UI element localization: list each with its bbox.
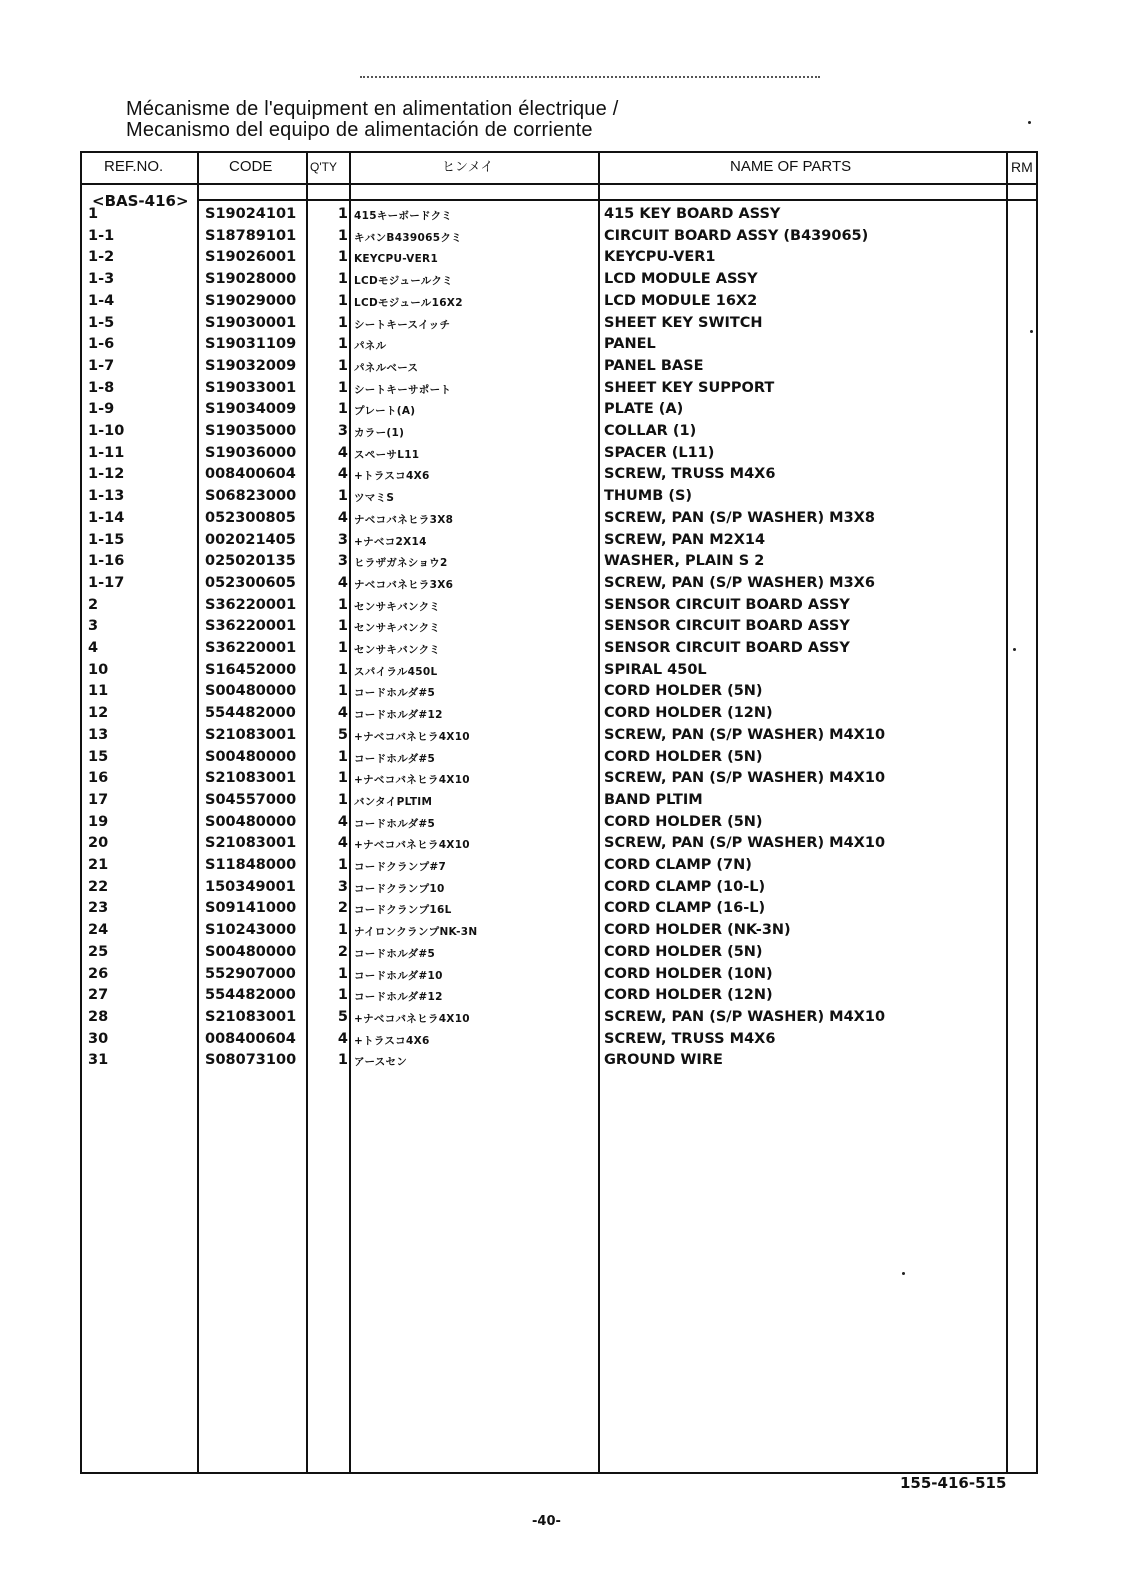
part-name-cell: PANEL [604, 336, 656, 353]
table-row [0, 790, 1146, 812]
cut-off-heading-fragment [360, 76, 820, 84]
ref-cell: 1-10 [88, 423, 125, 439]
table-row [0, 855, 1146, 877]
part-name-cell: CORD HOLDER (5N) [604, 943, 763, 960]
ref-cell: 1-16 [88, 553, 125, 570]
qty-cell: 2 [337, 900, 348, 917]
code-cell: S19033001 [205, 379, 297, 396]
qty-cell: 4 [337, 813, 348, 830]
table-row [0, 942, 1146, 964]
hinmei-cell: コードクランプ10 [354, 882, 445, 895]
hinmei-cell: LCDモジュール16X2 [354, 296, 463, 309]
qty-cell: 1 [337, 1052, 348, 1069]
qty-cell: 1 [337, 618, 348, 635]
code-cell: S06823000 [205, 488, 297, 505]
page-number: -40- [532, 1514, 561, 1529]
ref-cell: 4 [88, 640, 99, 656]
table-row [0, 334, 1146, 356]
ref-cell: 3 [88, 618, 99, 635]
table-row [0, 877, 1146, 899]
hinmei-cell: コードホルダ#5 [354, 947, 436, 960]
table-row [0, 747, 1146, 769]
ref-cell: 1-12 [88, 466, 125, 483]
code-cell: S10243000 [205, 922, 297, 939]
code-cell: S21083001 [205, 835, 297, 852]
table-row [0, 226, 1146, 248]
qty-cell: 3 [337, 423, 348, 439]
table-row [0, 399, 1146, 421]
part-name-cell: SCREW, TRUSS M4X6 [604, 1030, 776, 1047]
table-row [0, 898, 1146, 920]
hinmei-cell: コードクランプ16L [354, 904, 452, 917]
qty-cell: 5 [337, 1008, 348, 1025]
ref-cell: 24 [88, 922, 109, 939]
part-name-cell: SHEET KEY SWITCH [604, 314, 763, 331]
qty-cell: 4 [337, 705, 348, 722]
ref-cell: 22 [88, 878, 109, 895]
hinmei-cell: ツマミS [354, 492, 395, 505]
code-cell: S21083001 [205, 1008, 297, 1025]
qty-cell: 1 [337, 987, 348, 1004]
hinmei-cell: キバンB439065クミ [354, 231, 462, 244]
ref-cell: 19 [88, 813, 109, 830]
qty-cell: 1 [337, 292, 348, 309]
table-row [0, 573, 1146, 595]
qty-cell: 5 [337, 726, 348, 743]
code-cell: S21083001 [205, 726, 297, 743]
code-cell: 008400604 [205, 466, 296, 483]
ref-cell: 1-8 [88, 379, 115, 396]
table-row [0, 1007, 1146, 1029]
hinmei-cell: コードホルダ#5 [354, 817, 436, 830]
ref-cell: 1-6 [88, 336, 115, 353]
group-label: <BAS-416> [92, 192, 189, 210]
table-row [0, 356, 1146, 378]
part-name-cell: KEYCPU-VER1 [604, 249, 716, 266]
column-header-hinmei: ヒンメイ [442, 159, 494, 174]
table-row [0, 508, 1146, 530]
ref-cell: 1-11 [88, 444, 125, 461]
ref-cell: 1-9 [88, 401, 115, 418]
part-name-cell: SCREW, PAN (S/P WASHER) M3X8 [604, 509, 875, 526]
document-code: 155-416-515 [900, 1474, 1007, 1492]
code-cell: 554482000 [205, 705, 296, 722]
table-row [0, 1050, 1146, 1072]
table-row [0, 530, 1146, 552]
hinmei-cell: センサキバンクミ [354, 622, 441, 635]
ref-cell: 1-14 [88, 509, 125, 526]
code-cell: S21083001 [205, 770, 297, 787]
table-row [0, 1029, 1146, 1051]
qty-cell: 1 [337, 206, 348, 222]
table-row [0, 812, 1146, 834]
hinmei-cell: バンタイPLTIM [354, 795, 433, 808]
column-header-rm: RM [1011, 159, 1033, 175]
qty-cell: 1 [337, 379, 348, 396]
table-row [0, 464, 1146, 486]
code-cell: 002021405 [205, 531, 296, 548]
qty-cell: 1 [337, 965, 348, 982]
qty-cell: 1 [337, 249, 348, 266]
code-cell: 554482000 [205, 987, 296, 1004]
qty-cell: 1 [337, 488, 348, 505]
part-name-cell: PLATE (A) [604, 401, 684, 418]
table-row [0, 833, 1146, 855]
qty-cell: 1 [337, 401, 348, 418]
qty-cell: 3 [337, 553, 348, 570]
group-rule [197, 199, 1038, 201]
part-name-cell: BAND PLTIM [604, 791, 703, 808]
table-row [0, 313, 1146, 335]
part-name-cell: SPACER (L11) [604, 444, 715, 461]
qty-cell: 4 [337, 466, 348, 483]
part-name-cell: SCREW, PAN (S/P WASHER) M4X10 [604, 770, 886, 787]
qty-cell: 3 [337, 878, 348, 895]
part-name-cell: CORD HOLDER (12N) [604, 987, 773, 1004]
code-cell: 008400604 [205, 1030, 296, 1047]
code-cell: S19036000 [205, 444, 297, 461]
qty-cell: 1 [337, 661, 348, 678]
part-name-cell: SENSOR CIRCUIT BOARD ASSY [604, 618, 850, 635]
qty-cell: 1 [337, 683, 348, 700]
ref-cell: 1-5 [88, 314, 115, 331]
ref-cell: 11 [88, 683, 109, 700]
hinmei-cell: +ナベコ2X14 [354, 535, 427, 548]
hinmei-cell: +ナベコバネヒラ4X10 [354, 730, 470, 743]
hinmei-cell: カラー(1) [354, 427, 405, 439]
ref-cell: 1-13 [88, 488, 125, 505]
code-cell: S19035000 [205, 423, 297, 439]
code-cell: S19030001 [205, 314, 297, 331]
code-cell: 025020135 [205, 553, 296, 570]
code-cell: S16452000 [205, 661, 297, 678]
hinmei-cell: コードホルダ#12 [354, 991, 443, 1004]
part-name-cell: CORD CLAMP (7N) [604, 857, 752, 873]
qty-cell: 3 [337, 531, 348, 548]
qty-cell: 1 [337, 748, 348, 765]
table-row [0, 681, 1146, 703]
table-row [0, 703, 1146, 725]
table-row [0, 378, 1146, 400]
hinmei-cell: コードホルダ#5 [354, 687, 436, 700]
qty-cell: 4 [337, 574, 348, 591]
ref-cell: 30 [88, 1030, 109, 1047]
hinmei-cell: プレート(A) [354, 405, 416, 418]
hinmei-cell: ヒラザガネショウ2 [354, 557, 448, 570]
table-row [0, 269, 1146, 291]
ref-cell: 1 [88, 206, 99, 222]
hinmei-cell: 415キーボードクミ [354, 210, 453, 222]
part-name-cell: CORD HOLDER (5N) [604, 748, 763, 765]
part-name-cell: COLLAR (1) [604, 423, 697, 439]
hinmei-cell: +ナベコバネヒラ4X10 [354, 839, 470, 852]
part-name-cell: LCD MODULE 16X2 [604, 292, 758, 309]
ref-cell: 28 [88, 1008, 109, 1025]
part-name-cell: GROUND WIRE [604, 1052, 723, 1069]
ref-cell: 1-17 [88, 574, 125, 591]
hinmei-cell: ナベコバネヒラ3X6 [354, 578, 454, 591]
column-header-qty: Q'TY [310, 160, 337, 174]
part-name-cell: SCREW, PAN (S/P WASHER) M3X6 [604, 574, 875, 591]
code-cell: S36220001 [205, 618, 297, 635]
hinmei-cell: ナベコバネヒラ3X8 [354, 513, 454, 526]
table-row [0, 486, 1146, 508]
table-row [0, 247, 1146, 269]
code-cell: S18789101 [205, 227, 297, 244]
hinmei-cell: スペーサL11 [354, 448, 420, 461]
hinmei-cell: パネル [354, 340, 387, 353]
qty-cell: 1 [337, 271, 348, 288]
code-cell: 552907000 [205, 965, 296, 982]
part-name-cell: WASHER, PLAIN S 2 [604, 553, 765, 570]
qty-cell: 4 [337, 1030, 348, 1047]
hinmei-cell: コードクランプ#7 [354, 861, 447, 873]
column-header-ref: REF.NO. [104, 158, 164, 175]
hinmei-cell: コードホルダ#12 [354, 709, 443, 722]
ref-cell: 2 [88, 596, 99, 613]
hinmei-cell: +トラスコ4X6 [354, 470, 430, 483]
hinmei-cell: シートキーサポート [354, 383, 452, 396]
table-row [0, 725, 1146, 747]
ref-cell: 13 [88, 726, 109, 743]
part-name-cell: CORD HOLDER (NK-3N) [604, 922, 791, 939]
ref-cell: 26 [88, 965, 109, 982]
hinmei-cell: +ナベコバネヒラ4X10 [354, 774, 470, 787]
ref-cell: 12 [88, 705, 109, 722]
ref-cell: 25 [88, 943, 109, 960]
ref-cell: 23 [88, 900, 109, 917]
hinmei-cell: KEYCPU-VER1 [354, 253, 439, 266]
part-name-cell: PANEL BASE [604, 357, 704, 374]
part-name-cell: CORD HOLDER (5N) [604, 813, 763, 830]
page-title-line-1: Mécanisme de l'equipment en alimentation électrique / [126, 98, 619, 120]
part-name-cell: SCREW, PAN (S/P WASHER) M4X10 [604, 1008, 886, 1025]
table-row [0, 920, 1146, 942]
qty-cell: 1 [337, 596, 348, 613]
qty-cell: 1 [337, 922, 348, 939]
table-row [0, 291, 1146, 313]
table-row [0, 204, 1146, 226]
code-cell: S04557000 [205, 791, 297, 808]
part-name-cell: 415 KEY BOARD ASSY [604, 206, 781, 222]
ref-cell: 1-7 [88, 357, 115, 374]
ref-cell: 1-15 [88, 531, 125, 548]
qty-cell: 1 [337, 640, 348, 656]
ref-cell: 31 [88, 1052, 109, 1069]
qty-cell: 4 [337, 835, 348, 852]
table-row [0, 443, 1146, 465]
ref-cell: 1-1 [88, 227, 115, 244]
part-name-cell: SHEET KEY SUPPORT [604, 379, 775, 396]
hinmei-cell: +トラスコ4X6 [354, 1034, 430, 1047]
hinmei-cell: スパイラル450L [354, 665, 438, 678]
header-rule [80, 183, 1038, 185]
scan-speck [1030, 330, 1033, 333]
hinmei-cell: アースセン [354, 1056, 408, 1069]
code-cell: S19026001 [205, 249, 297, 266]
table-row [0, 768, 1146, 790]
table-row [0, 551, 1146, 573]
hinmei-cell: コードホルダ#5 [354, 752, 436, 765]
code-cell: 150349001 [205, 878, 296, 895]
code-cell: S19028000 [205, 271, 297, 288]
part-name-cell: SENSOR CIRCUIT BOARD ASSY [604, 596, 850, 613]
part-name-cell: SENSOR CIRCUIT BOARD ASSY [604, 640, 850, 656]
hinmei-cell: センサキバンクミ [354, 600, 441, 613]
ref-cell: 16 [88, 770, 109, 787]
part-name-cell: SPIRAL 450L [604, 661, 707, 678]
hinmei-cell: シートキースイッチ [354, 318, 451, 331]
hinmei-cell: +ナベコバネヒラ4X10 [354, 1012, 470, 1025]
page-title-line-2: Mecanismo del equipo de alimentación de corriente [126, 119, 593, 141]
qty-cell: 2 [337, 943, 348, 960]
code-cell: S00480000 [205, 683, 297, 700]
part-name-cell: CIRCUIT BOARD ASSY (B439065) [604, 227, 869, 244]
ref-cell: 20 [88, 835, 109, 852]
code-cell: S00480000 [205, 748, 297, 765]
table-row [0, 638, 1146, 660]
qty-cell: 4 [337, 509, 348, 526]
qty-cell: 1 [337, 770, 348, 787]
table-row [0, 421, 1146, 443]
column-header-code: CODE [229, 158, 273, 175]
ref-cell: 10 [88, 661, 109, 678]
ref-cell: 1-3 [88, 271, 115, 288]
qty-cell: 1 [337, 357, 348, 374]
table-row [0, 595, 1146, 617]
code-cell: 052300805 [205, 509, 296, 526]
qty-cell: 1 [337, 857, 348, 873]
table-row [0, 660, 1146, 682]
scan-speck [1013, 648, 1016, 651]
part-name-cell: LCD MODULE ASSY [604, 271, 758, 288]
part-name-cell: SCREW, PAN M2X14 [604, 531, 766, 548]
hinmei-cell: コードホルダ#10 [354, 969, 443, 982]
scan-speck [1028, 121, 1031, 124]
part-name-cell: SCREW, PAN (S/P WASHER) M4X10 [604, 726, 886, 743]
part-name-cell: CORD CLAMP (10-L) [604, 878, 766, 895]
code-cell: S36220001 [205, 640, 297, 656]
qty-cell: 4 [337, 444, 348, 461]
part-name-cell: CORD HOLDER (10N) [604, 965, 773, 982]
code-cell: S19031109 [205, 336, 297, 353]
qty-cell: 1 [337, 227, 348, 244]
table-row [0, 616, 1146, 638]
part-name-cell: CORD HOLDER (12N) [604, 705, 773, 722]
part-name-cell: CORD CLAMP (16-L) [604, 900, 766, 917]
part-name-cell: SCREW, TRUSS M4X6 [604, 466, 776, 483]
code-cell: S19024101 [205, 206, 297, 222]
code-cell: S00480000 [205, 943, 297, 960]
code-cell: S19032009 [205, 357, 297, 374]
ref-cell: 1-4 [88, 292, 115, 309]
hinmei-cell: LCDモジュールクミ [354, 275, 453, 288]
part-name-cell: SCREW, PAN (S/P WASHER) M4X10 [604, 835, 886, 852]
part-name-cell: THUMB (S) [604, 488, 693, 505]
ref-cell: 27 [88, 987, 109, 1004]
ref-cell: 21 [88, 857, 109, 873]
code-cell: S11848000 [205, 857, 297, 873]
scan-speck [902, 1272, 905, 1275]
code-cell: S08073100 [205, 1052, 297, 1069]
qty-cell: 1 [337, 314, 348, 331]
table-row [0, 985, 1146, 1007]
hinmei-cell: ナイロンクランプNK-3N [354, 926, 478, 939]
code-cell: S00480000 [205, 813, 297, 830]
qty-cell: 1 [337, 791, 348, 808]
code-cell: 052300605 [205, 574, 296, 591]
table-row [0, 964, 1146, 986]
ref-cell: 15 [88, 748, 109, 765]
code-cell: S36220001 [205, 596, 297, 613]
column-header-name: NAME OF PARTS [730, 158, 852, 175]
hinmei-cell: パネルベース [354, 361, 419, 374]
ref-cell: 1-2 [88, 249, 115, 266]
qty-cell: 1 [337, 336, 348, 353]
ref-cell: 17 [88, 791, 109, 808]
code-cell: S19029000 [205, 292, 297, 309]
code-cell: S09141000 [205, 900, 297, 917]
part-name-cell: CORD HOLDER (5N) [604, 683, 763, 700]
code-cell: S19034009 [205, 401, 297, 418]
hinmei-cell: センサキバンクミ [354, 644, 441, 656]
